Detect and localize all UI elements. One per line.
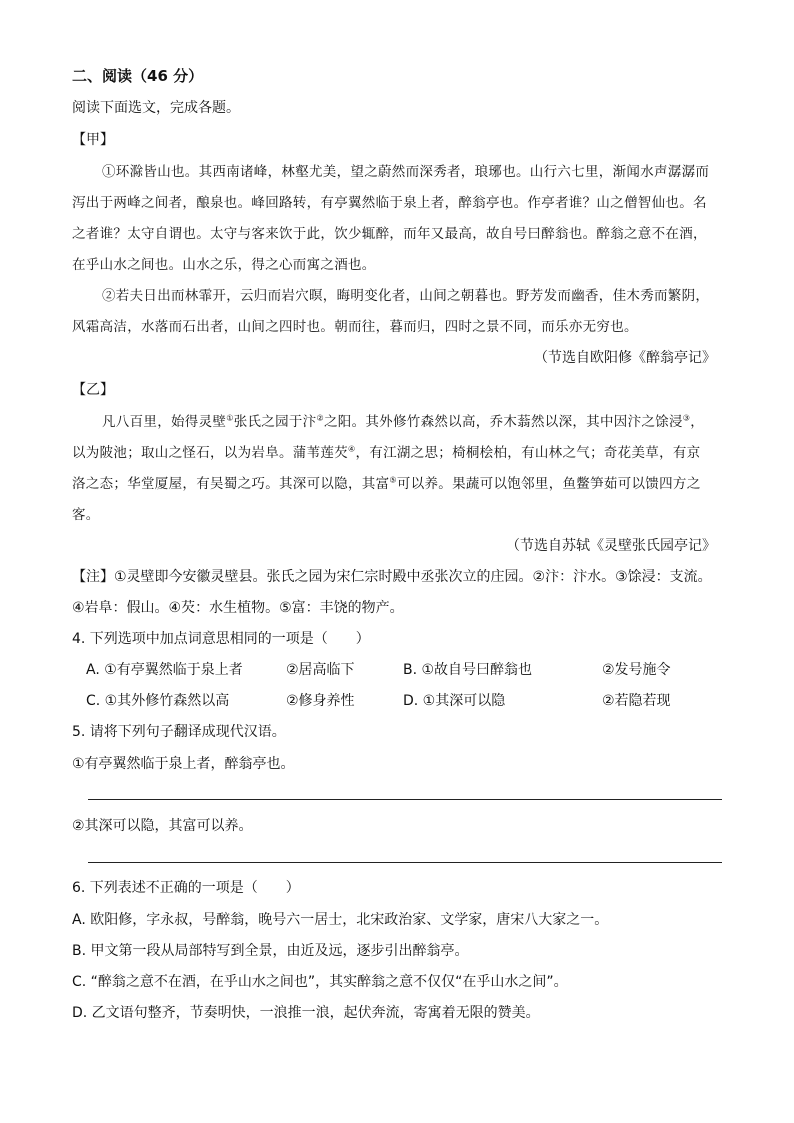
note-marker: ③	[682, 413, 691, 423]
question-5-stem: 5. 请将下列句子翻译成现代汉语。	[72, 724, 286, 740]
passage-a-line: ①环滁皆山也。其西南诸峰，林壑尤美，望之蔚然而深秀者，琅琊也。山行六七里，渐闻水声潺潺而	[102, 164, 710, 180]
option-b-part2: ②发号施令	[602, 662, 671, 678]
passage-a-line: 风霜高洁，水落而石出者，山间之四时也。朝而往，暮而归，四时之景不同，而乐亦无穷也。	[72, 319, 638, 335]
passage-b-source: （节选自苏轼《灵壁张氏园亭记》	[506, 538, 716, 554]
passage-b-line: 凡八百里，始得灵壁①张氏之园于汴②之阳。其外修竹森然以高，乔木蓊然以深，其中因汴之馀浸③，	[102, 413, 705, 430]
question-6-option-b: B. 甲文第一段从局部特写到全景，由近及远，逐步引出醉翁亭。	[72, 943, 469, 959]
passage-b-label: 【乙】	[72, 382, 114, 398]
option-c-part1: C. ①其外修竹森然以高	[86, 693, 230, 709]
question-6-option-c: C. “醉翁之意不在酒，在乎山水之间也”，其实醉翁之意不仅仅“在乎山水之间”。	[72, 974, 568, 990]
question-4-stem: 4. 下列选项中加点词意思相同的一项是（ ）	[72, 631, 370, 647]
option-b-part1: B. ①故自号曰醉翁也	[403, 662, 533, 678]
question-5-sentence-1: ①有亭翼然临于泉上者，醉翁亭也。	[72, 756, 295, 772]
passage-b-line: 洛之态；华堂厦屋，有吴蜀之巧。其深可以隐，其富⑤可以养。果蔬可以饱邻里，鱼鳖笋茹可以馈四方之	[72, 475, 701, 492]
option-c-part2: ②修身养性	[286, 693, 355, 709]
question-6-option-d: D. 乙文语句整齐，节奏明快，一浪推一浪，起伏奔流，寄寓着无限的赞美。	[72, 1005, 540, 1021]
passage-a-label: 【甲】	[72, 132, 114, 148]
passage-a-line: 在乎山水之间也。山水之乐，得之心而寓之酒也。	[72, 257, 376, 273]
option-d-part1: D. ①其深可以隐	[403, 693, 506, 709]
option-a-part1: A. ①有亭翼然临于泉上者	[86, 662, 243, 678]
notes-line: ④岩阜：假山。④芡：水生植物。⑤富：丰饶的物产。	[72, 600, 404, 616]
passage-b-line: 客。	[72, 507, 100, 523]
passage-a-line: 泻出于两峰之间者，酿泉也。峰回路转，有亭翼然临于泉上者，醉翁亭也。作亭者谁？山之僧智仙也。名	[72, 195, 707, 211]
answer-line-1	[88, 799, 722, 800]
option-a-part2: ②居高临下	[286, 662, 355, 678]
notes-line: 【注】①灵壁即今安徽灵壁县。张氏之园为宋仁宗时殿中丞张次立的庄园。②汴：汴水。③馀浸：支流。	[72, 569, 712, 585]
passage-a-line: ②若夫日出而林霏开，云归而岩穴暝，晦明变化者，山间之朝暮也。野芳发而幽香，佳木秀而繁阴，	[102, 288, 710, 304]
question-6-option-a: A. 欧阳修，字永叔，号醉翁，晚号六一居士，北宋政治家、文学家，唐宋八大家之一。	[72, 912, 609, 928]
note-marker: ④	[348, 444, 356, 454]
passage-a-source: （节选自欧阳修《醉翁亭记》	[534, 350, 716, 366]
passage-a-line: 之者谁？太守自谓也。太守与客来饮于此，饮少辄醉，而年又最高，故自号曰醉翁也。醉翁之意不在酒，	[72, 226, 707, 242]
section-instruction: 阅读下面选文，完成各题。	[72, 100, 240, 116]
question-6-stem: 6. 下列表述不正确的一项是（ ）	[72, 880, 300, 896]
note-marker: ②	[316, 413, 324, 423]
section-title: 二、阅读（46 分）	[72, 67, 204, 85]
note-marker: ①	[226, 413, 234, 423]
note-marker: ⑤	[389, 475, 397, 485]
answer-line-2	[88, 862, 722, 863]
option-d-part2: ②若隐若现	[602, 693, 671, 709]
passage-b-line: 以为陂池；取山之怪石，以为岩阜。蒲苇莲芡④，有江湖之思；椅桐桧柏，有山林之气；奇花美草，有京	[72, 444, 701, 461]
question-5-sentence-2: ②其深可以隐，其富可以养。	[72, 818, 253, 834]
